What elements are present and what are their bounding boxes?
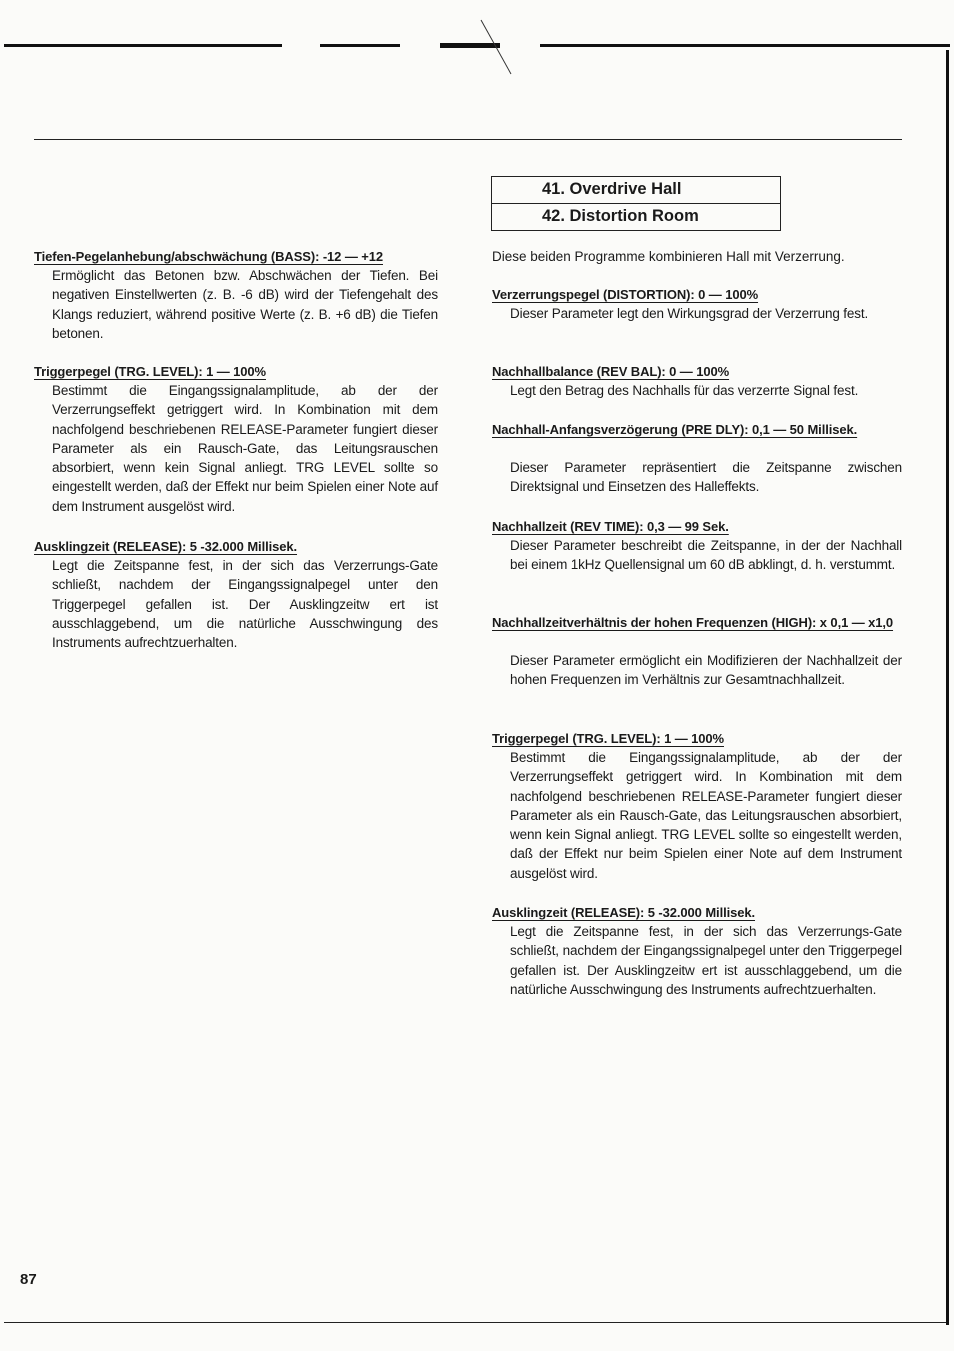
header-thin-rule [34, 139, 902, 140]
param-heading: Triggerpegel (TRG. LEVEL): 1 — 100% [492, 731, 724, 746]
param-description: Legt die Zeitspanne fest, in der sich das Verzerrungs-Gate schließt, nachdem der Eingangssignalpegel unter den Triggerpegel gefallen ist. Der Ausklingzeitw ert ist ausschlaggebend, um die natürliche Ausschwingung des Instruments aufrechtzuerhalten. [510, 924, 902, 997]
header-rule-left-b [320, 44, 400, 47]
param-description: Dieser Parameter ermöglicht ein Modifizieren der Nachhallzeit der hohen Frequenzen im Verhältnis zur Gesamtnachhallzeit. [510, 653, 902, 688]
param-heading: Ausklingzeit (RELEASE): 5 -32.000 Millisek. [492, 905, 756, 920]
param-description: Bestimmt die Eingangssignalamplitude, ab der der Verzerrungseffekt getriggert wird. In Kombination mit dem nachfolgend beschriebenen RELEASE-Parameter fungiert dieser Parameter als ein Rausch-Gate, das Leitungsrauschen absorbiert, wenn kein Signal anliegt. TRG LEVEL sollte so eingestellt werden, daß der Effekt nur beim Spielen einer Note auf dem Instrument ausgelöst wird. [510, 750, 902, 881]
header-rule-right [540, 44, 950, 47]
param-heading: Nachhallzeit (REV TIME): 0,3 — 99 Sek. [492, 519, 729, 534]
param-description: Dieser Parameter beschreibt die Zeitspanne, in der der Nachhall bei einem 1kHz Quellensignal um 60 dB abklingt, d. h. verstummt. [510, 538, 902, 573]
header-rule-left [4, 44, 282, 47]
program-title-41: 41. Overdrive Hall [491, 176, 781, 204]
header-diagonal-mark [478, 18, 514, 76]
program-intro: Diese beiden Programme kombinieren Hall mit Verzerrung. [492, 249, 845, 264]
param-description: Legt die Zeitspanne fest, in der sich das Verzerrungs-Gate schließt, nachdem der Eingangssignalpegel unter den Triggerpegel gefallen ist. Der Ausklingzeitw ert ist ausschlaggebend, um die natürliche Ausschwingung des Instruments aufrechtzuerhalten. [52, 558, 438, 651]
param-heading: Ausklingzeit (RELEASE): 5 -32.000 Millisek. [34, 539, 298, 554]
right-edge-rule [946, 50, 949, 1325]
param-heading: Nachhallbalance (REV BAL): 0 — 100% [492, 364, 730, 379]
param-description: Legt den Betrag des Nachhalls für das verzerrte Signal fest. [510, 383, 859, 398]
program-title-42: 42. Distortion Room [491, 203, 781, 231]
param-heading: Triggerpegel (TRG. LEVEL): 1 — 100% [34, 364, 266, 379]
page-number: 87 [20, 1271, 37, 1288]
param-description: Dieser Parameter repräsentiert die Zeitspanne zwischen Direktsignal und Einsetzen des Halleffekts. [510, 460, 902, 495]
param-heading: Nachhallzeitverhältnis der hohen Frequenzen (HIGH): x 0,1 — x1,0 [492, 615, 894, 630]
param-description: Dieser Parameter legt den Wirkungsgrad der Verzerrung fest. [510, 306, 869, 321]
param-heading: Nachhall-Anfangsverzögerung (PRE DLY): 0,1 — 50 Millisek. [492, 422, 858, 437]
param-description: Ermöglicht das Betonen bzw. Abschwächen der Tiefen. Bei negativen Einstellwerten (z. B. -6 dB) wird der Tiefengehalt des Klangs reduziert, während positive Werte (z. B. +6 dB) die Tiefen betonen. [52, 268, 438, 341]
footer-rule [4, 1322, 946, 1323]
param-description: Bestimmt die Eingangssignalamplitude, ab der der Verzerrungseffekt getriggert wird. In Kombination mit dem nachfolgend beschriebenen RELEASE-Parameter fungiert dieser Parameter als ein Rausch-Gate, das Leitungsrauschen absorbiert, wenn kein Signal anliegt. TRG LEVEL sollte so eingestellt werden, daß der Effekt nur beim Spielen einer Note auf dem Instrument ausgelöst wird. [52, 383, 438, 514]
param-heading: Verzerrungspegel (DISTORTION): 0 — 100% [492, 287, 759, 302]
param-heading: Tiefen-Pegelanhebung/abschwächung (BASS): -12 — +12 [34, 249, 383, 264]
